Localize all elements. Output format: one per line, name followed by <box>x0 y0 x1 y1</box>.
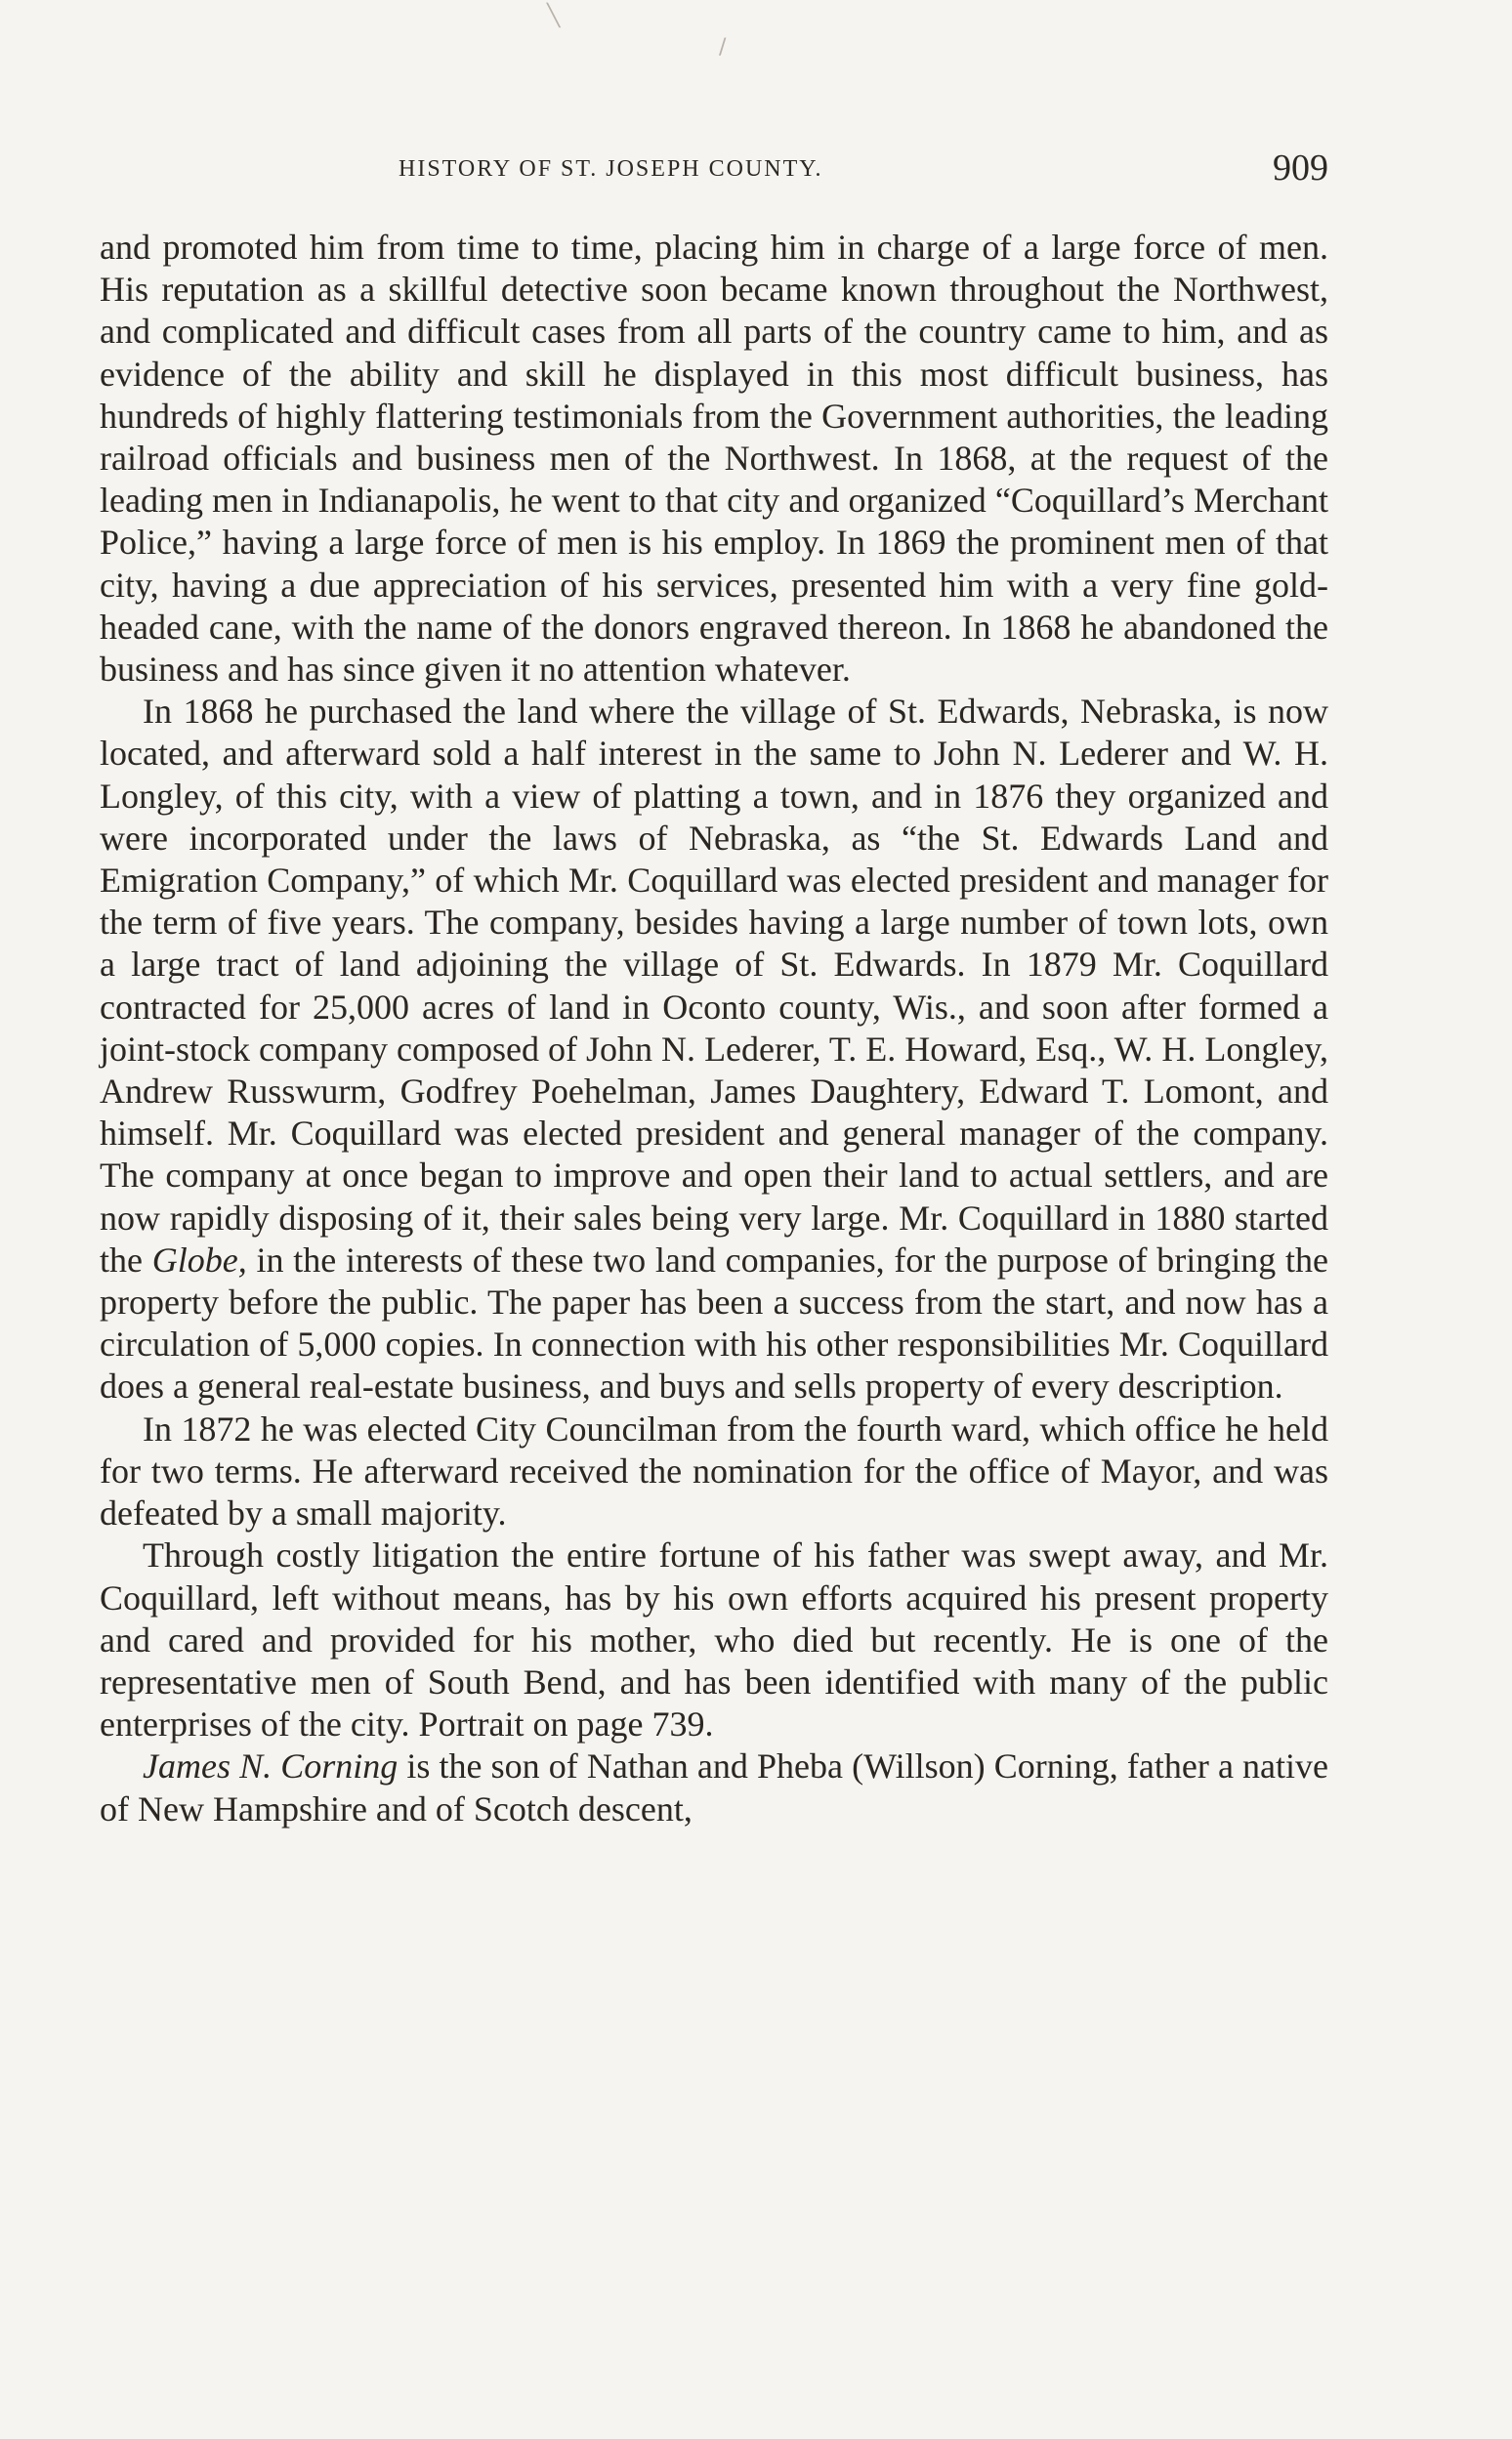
newspaper-name: Globe, <box>151 1240 247 1280</box>
biography-name: James N. Corning <box>143 1746 399 1787</box>
paragraph <box>100 691 1328 1408</box>
paragraph <box>100 1745 1328 1829</box>
paragraph <box>100 1535 1328 1745</box>
body-text <box>100 227 1328 1830</box>
scan-mark: ╲ <box>547 4 561 28</box>
paragraph-text: Through costly litigation the entire fortune of his father was swept away, and Mr. Coquillard, left without means, has by his own efforts acquired his present property and cared and provided for his mother, who died but recently. He is one of the representative men of South Bend, and has been identified with many of the public enterprises of the city. Portrait on page 739. <box>100 1535 1328 1745</box>
paragraph-text: In 1872 he was elected City Councilman from the fourth ward, which office he held for two terms. He afterward received the nomination for the office of Mayor, and was defeated by a small majority. <box>100 1409 1328 1534</box>
running-head <box>98 147 1328 195</box>
paragraph-text: is the son of Nathan and Pheba (Willson) Corning, father a native of New Hampshire and of Scotch descent, <box>100 1746 1329 1829</box>
paragraph <box>100 227 1328 691</box>
paragraph <box>100 1409 1328 1535</box>
paragraph-text: In 1868 he purchased the land where the village of St. Edwards, Nebraska, is now located, and afterward sold a half interest in the same to John N. Lederer and W. H. Longley, of this city, with a view of platting a town, and in 1876 they organized and were incorporated under the laws of Nebraska, as “the St. Edwards Land and Emigration Company,” of which Mr. Coquillard was elected president and manager for the term of five years. The company, besides having a large number of town lots, own a large tract of land adjoining the village of St. Edwards. In 1879 Mr. Coquillard contracted for 25,000 acres of land in Oconto county, Wis., and soon after formed a joint-stock company composed of John N. Lederer, T. E. Howard, Esq., W. H. Longley, Andrew Russwurm, Godfrey Poehelman, James Daughtery, Edward T. Lomont, and himself. Mr. Coquillard was elected president and general manager of the company. The company at once began to improve and open their land to actual settlers, and are now rapidly disposing of it, their sales being very large. Mr. Coquillard in 1880 started the <box>100 692 1328 1280</box>
paragraph-text: and promoted him from time to time, placing him in charge of a large force of men. His reputation as a skillful detective soon became known throughout the Northwest, and complicated and difficult cases from all parts of the country came to him, and as evidence of the ability and skill he displayed in this most difficult business, has hundreds of highly flattering testimonials from the Government authorities, the leading railroad officials and business men of the Northwest. In 1868, at the request of the leading men in Indianapolis, he went to that city and organized “Coquillard’s Merchant Police,” having a large force of men is his employ. In 1869 the prominent men of that city, having a due appreciation of his services, presented him with a very fine gold-headed cane, with the name of the donors engraved thereon. In 1868 he abandoned the business and has since given it no attention whatever. <box>100 228 1328 690</box>
page-number: 909 <box>1273 147 1328 189</box>
running-title: HISTORY OF ST. JOSEPH COUNTY. <box>399 156 823 182</box>
scan-mark: / <box>719 35 727 60</box>
paragraph-text: in the interests of these two land companies, for the purpose of bringing the property before the public. The paper has been a success from the start, and now has a circulation of 5,000 copies. In connection with his other responsibilities Mr. Coquillard does a general real-estate business, and buys and sells property of every description. <box>100 1240 1329 1407</box>
